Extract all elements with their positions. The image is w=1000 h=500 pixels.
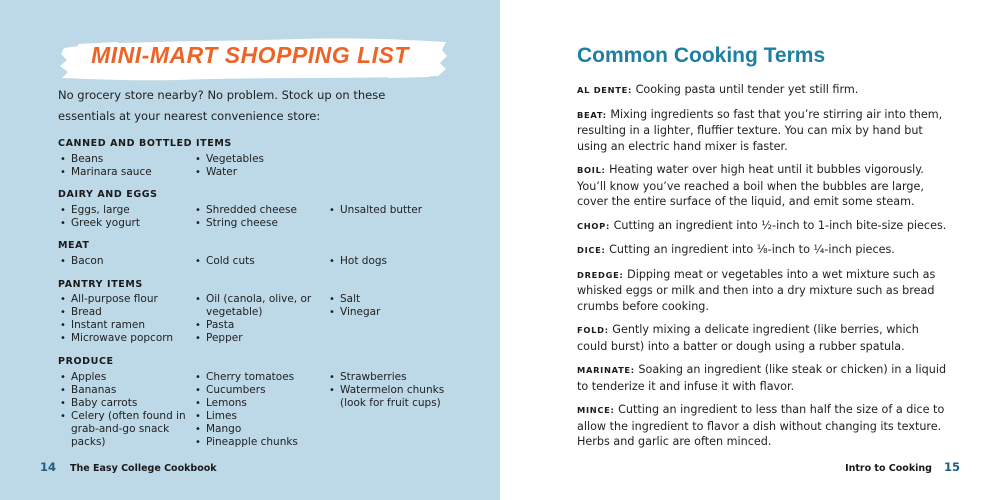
section-heading-dairy: DAIRY AND EGGS [58, 189, 158, 200]
list-item: • Strawberries [327, 371, 457, 384]
list-item: • Hot dogs [327, 255, 457, 268]
right-page [500, 0, 1000, 500]
dairy-items-col3 [327, 204, 457, 217]
term-entry [577, 402, 949, 450]
list-item: • Bacon [58, 255, 188, 268]
meat-items-col3 [327, 255, 457, 268]
right-folio [845, 460, 960, 474]
term-entry [577, 362, 949, 394]
list-item: • Cold cuts [193, 255, 323, 268]
intro-paragraph: No grocery store nearby? No problem. Stock up on these essentials at your nearest convenience store: [58, 88, 386, 123]
list-item: • Bananas [58, 384, 188, 397]
term-entry [577, 218, 949, 235]
term-name: MINCE: [577, 405, 615, 415]
page-number: 14 [40, 460, 57, 474]
list-item: • Pineapple chunks [193, 436, 323, 449]
term-definition: Gently mixing a delicate ingredient (like berries, which could burst) into a batter or dough using a rubber spatula. [577, 323, 919, 353]
term-entry [577, 242, 949, 259]
meat-items-col1 [58, 255, 188, 268]
term-name: FOLD: [577, 325, 609, 335]
pantry-items-col3 [327, 293, 457, 319]
list-item: • Oil (canola, olive, or vegetable) [193, 293, 323, 319]
cooking-terms-title: Common Cooking Terms [577, 44, 826, 67]
list-item: • Mango [193, 423, 323, 436]
term-definition: Cutting an ingredient into ½-inch to 1-inch bite-size pieces. [613, 218, 947, 232]
section-heading-produce: PRODUCE [58, 356, 114, 367]
running-title: Intro to Cooking [845, 463, 932, 474]
list-item: • Vegetables [193, 153, 323, 166]
running-title: The Easy College Cookbook [70, 463, 217, 474]
left-folio [40, 460, 217, 474]
dairy-items-col2 [193, 204, 323, 230]
list-item: • Beans [58, 153, 188, 166]
canned-items-col2 [193, 153, 323, 179]
list-item: • Microwave popcorn [58, 332, 188, 345]
cooking-terms-list [577, 82, 949, 458]
term-definition: Heating water over high heat until it bubbles vigorously. You’ll know you’ve reached a boil when the bubbles are large, cover the entire surface of the liquid, and emit some steam. [577, 163, 924, 208]
list-item: • Bread [58, 306, 188, 319]
title-banner [58, 36, 448, 82]
term-definition: Mixing ingredients so fast that you’re stirring air into them, resulting in a lighter, fluffier texture. You can mix by hand but using an electric hand mixer is faster. [577, 107, 943, 153]
list-item: • Salt [327, 293, 457, 306]
term-entry [577, 107, 949, 155]
list-item: • Watermelon chunks (look for fruit cups) [327, 384, 457, 410]
canned-items-col1 [58, 153, 188, 179]
dairy-items-col1 [58, 204, 188, 230]
term-entry [577, 82, 949, 99]
term-definition: Dipping meat or vegetables into a wet mixture such as whisked eggs or milk and then into a dry mixture such as bread crumbs before cooking. [577, 267, 936, 313]
list-item: • Baby carrots [58, 397, 188, 410]
list-item: • Vinegar [327, 306, 457, 319]
list-item: • Greek yogurt [58, 217, 188, 230]
term-name: CHOP: [577, 220, 610, 231]
list-item: • Pasta [193, 319, 323, 332]
term-name: DREDGE: [577, 269, 624, 280]
list-item: • Instant ramen [58, 319, 188, 332]
page-number: 15 [943, 460, 960, 474]
pantry-items-col2 [193, 293, 323, 345]
meat-items-col2 [193, 255, 323, 268]
shopping-list-title: MINI-MART SHOPPING LIST [91, 42, 409, 68]
list-item: • Unsalted butter [327, 204, 457, 217]
term-entry [577, 267, 949, 315]
list-item: • Pepper [193, 332, 323, 345]
list-item: • Cucumbers [193, 384, 323, 397]
term-name: BEAT: [577, 109, 607, 120]
list-item: • Eggs, large [58, 204, 188, 217]
term-entry [577, 322, 949, 354]
term-definition: Cutting an ingredient to less than half the size of a dice to allow the ingredient to flavor a dish without changing its texture. Herbs and garlic are often minced. [577, 403, 945, 448]
list-item: • Shredded cheese [193, 204, 323, 217]
list-item: • Apples [58, 371, 188, 384]
list-item: • Cherry tomatoes [193, 371, 323, 384]
list-item: • Water [193, 166, 323, 179]
list-item: • Marinara sauce [58, 166, 188, 179]
term-definition: Soaking an ingredient (like steak or chicken) in a liquid to tenderize it and infuse it with flavor. [577, 363, 947, 393]
section-heading-meat: MEAT [58, 240, 90, 251]
produce-items-col1 [58, 371, 188, 449]
term-definition: Cooking pasta until tender yet still firm. [635, 83, 859, 96]
term-name: DICE: [577, 245, 606, 255]
section-heading-canned: CANNED AND BOTTLED ITEMS [58, 138, 232, 149]
produce-items-col3 [327, 371, 457, 410]
list-item: • Celery (often found in grab-and-go snack packs) [58, 410, 188, 449]
term-name: BOIL: [577, 165, 606, 175]
list-item: • String cheese [193, 217, 323, 230]
term-name: AL DENTE: [577, 85, 633, 95]
term-name: MARINATE: [577, 365, 635, 375]
section-heading-pantry: PANTRY ITEMS [58, 279, 143, 290]
list-item: • Lemons [193, 397, 323, 410]
pantry-items-col1 [58, 293, 188, 345]
term-entry [577, 162, 949, 210]
list-item: • Limes [193, 410, 323, 423]
term-definition: Cutting an ingredient into ⅛-inch to ¼-inch pieces. [609, 243, 895, 256]
list-item: • All-purpose flour [58, 293, 188, 306]
produce-items-col2 [193, 371, 323, 449]
